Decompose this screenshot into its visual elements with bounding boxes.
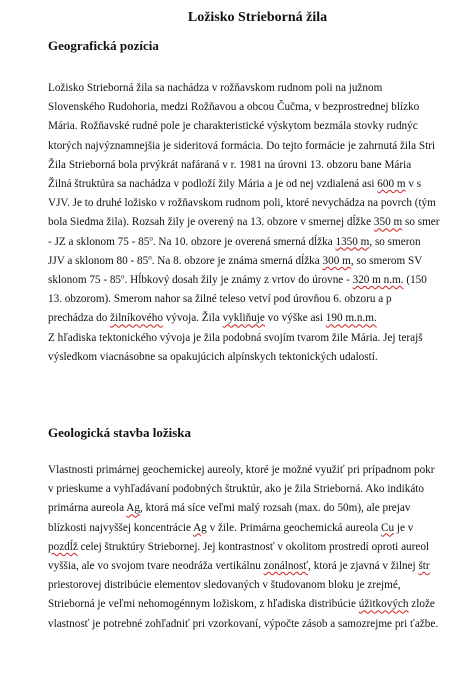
spellcheck-flagged-word[interactable]: 320 m n.m.: [352, 274, 404, 286]
text-run: Žilná štruktúra sa nachádza v podloží žily Mária a je od nej vzdialená asi: [48, 178, 378, 190]
text-run: vlastnosť je potrebné zohľadniť pri vzorkovaní, výpočte zásob a samozrejme pri ťažbe.: [48, 617, 439, 630]
paragraph-line: [48, 311, 377, 325]
paragraph-line: [48, 331, 423, 345]
paragraph-line: [48, 521, 413, 535]
paragraph-line: [48, 597, 435, 611]
text-run: , so smeron: [369, 235, 421, 248]
text-run: . Hĺbkový dosah žily je známy z vrtov do úrovne -: [124, 274, 353, 286]
paragraph-line: [48, 158, 411, 172]
paragraph-line: [48, 100, 419, 114]
text-run: vo výške asi: [264, 312, 326, 325]
text-run: . Na 10. obzore je overená smerná dĺžka: [152, 235, 336, 248]
spellcheck-flagged-word[interactable]: Cu: [381, 521, 395, 534]
paragraph-line: [48, 254, 422, 268]
paragraph-line: [48, 196, 436, 210]
paragraph-line: [48, 139, 435, 153]
paragraph-line: [48, 540, 429, 554]
text-run: zlože: [408, 598, 435, 611]
paragraph-line: [48, 463, 435, 477]
paragraph-line: [48, 292, 392, 306]
text-run: Mária. Rožňavské rudné pole je charakteristické výskytom bezmála stovky rudnýc: [48, 120, 418, 133]
text-run: . Na 8. obzore je známa smerná dĺžka: [151, 254, 323, 267]
text-run: ktorých najvýznamnejšia je sideritová formácia. Do tejto formácie je zahrnutá žila Stri: [48, 139, 436, 152]
spellcheck-flagged-word[interactable]: 600 m: [377, 178, 406, 190]
document-title: Ložisko Strieborná žila: [187, 10, 328, 25]
spellcheck-flagged-word[interactable]: Ag: [193, 521, 207, 534]
paragraph-line: [48, 215, 439, 229]
text-run: VJV. Je to druhé ložisko v rožňavskom rudnom poli, ktoré nevychádza na povrch (tým: [48, 197, 436, 210]
spellcheck-flagged-word[interactable]: 350 m: [373, 216, 403, 229]
text-run: , ktorá má síce veľmi malý rozsah (max. do 50m), ale prejav: [139, 502, 411, 515]
text-run: JJV a sklonom 80 - 85: [48, 254, 149, 267]
text-run: výsledkom viacnásobne sa opakujúcich alpínskych tektonických udalostí.: [48, 350, 378, 363]
spellcheck-flagged-word[interactable]: vykliňuje: [222, 312, 265, 325]
text-run: , ktorá je zjavná v žilnej: [308, 560, 419, 572]
text-run: bola Siedma žila). Rozsah žily je overený na 13. obzore v smernej dĺžke: [48, 216, 374, 229]
text-run: , so smerom SV: [350, 254, 423, 267]
paragraph-line: [48, 350, 378, 364]
degree-superscript: o: [148, 253, 152, 262]
text-run: Vlastnosti primárnej geochemickej aureoly, ktoré je možné využiť pri prípadnom pokr: [48, 464, 435, 476]
text-run: - JZ a sklonom 75 - 85: [48, 235, 150, 248]
paragraph-line: [48, 482, 424, 496]
spellcheck-flagged-word[interactable]: žilníkového: [110, 312, 163, 325]
text-run: so smer: [402, 216, 440, 229]
degree-superscript: o: [121, 272, 125, 281]
text-run: (150: [403, 274, 427, 286]
text-run: je v: [394, 521, 414, 534]
text-run: blízkosti najvyššej koncentrácie: [48, 521, 194, 534]
spellcheck-flagged-word[interactable]: 300 m: [322, 254, 351, 267]
spellcheck-flagged-word[interactable]: pozdĺž: [48, 540, 78, 553]
spellcheck-flagged-word[interactable]: 190 m.n.m.: [325, 312, 377, 325]
section-heading-geographic-position: Geografická pozícia: [48, 38, 159, 53]
text-run: v prieskume a vyhľadávaní podobných štruktúr, ako je žila Strieborná. Ako indikáto: [48, 483, 424, 496]
text-run: primárna aureola: [48, 502, 127, 515]
paragraph-line: [48, 501, 410, 515]
paragraph-line: [48, 617, 438, 631]
section-heading-geological-structure: Geologická stavba ložiska: [48, 425, 192, 440]
text-run: prechádza do: [48, 312, 111, 325]
text-run: Strieborná je veľmi nehomogénnym ložiskom, z hľadiska distribúcie: [48, 598, 359, 611]
paragraph-line: [48, 177, 421, 191]
paragraph-line: [48, 119, 418, 133]
text-run: 13. obzorom). Smerom nahor sa žilné teleso vetví pod úrovňou 6. obzoru a p: [48, 293, 392, 306]
text-run: Ložisko Strieborná žila sa nachádza v rožňavskom rudnom poli na južnom: [48, 82, 383, 94]
spellcheck-flagged-word[interactable]: štr: [418, 560, 430, 572]
paragraph-line: [48, 578, 401, 592]
text-run: sklonom 75 - 85: [48, 274, 122, 286]
text-run: vyššia, ale vo svojom tvare neodráža vertikálnu: [48, 560, 264, 572]
text-run: Žila Strieborná bola prvýkrát nafáraná v r. 1981 na úrovni 13. obzoru bane Mária: [48, 158, 412, 171]
text-run: priestorovej distribúcie elementov sledovaných v študovanom bloku je zrejmé,: [48, 579, 401, 592]
text-run: Z hľadiska tektonického vývoja je žila podobná svojím tvarom žile Mária. Jej terajš: [48, 331, 423, 344]
paragraph-line: [48, 235, 421, 249]
paragraph-line: [48, 81, 382, 95]
paragraph-line: [48, 273, 427, 287]
spellcheck-flagged-word[interactable]: Ag: [126, 502, 140, 515]
spellcheck-flagged-word[interactable]: 1350 m: [335, 235, 370, 248]
text-run: Slovenského Rudohoria, medzi Rožňavou a obcou Čučma, v bezprostrednej blízko: [48, 101, 420, 114]
text-run: vývoja. Žila: [162, 312, 223, 325]
paragraph-line: [48, 559, 430, 573]
degree-superscript: o: [149, 233, 153, 242]
text-run: v žile. Primárna geochemická aureola: [206, 521, 382, 534]
spellcheck-flagged-word[interactable]: zonálnosť: [263, 560, 309, 572]
text-run: celej štruktúry Striebornej. Jej kontrastnosť v okolitom prostredí oproti aureol: [77, 540, 430, 553]
text-run: v s: [405, 178, 422, 190]
spellcheck-flagged-word[interactable]: úžitkových: [358, 598, 409, 611]
